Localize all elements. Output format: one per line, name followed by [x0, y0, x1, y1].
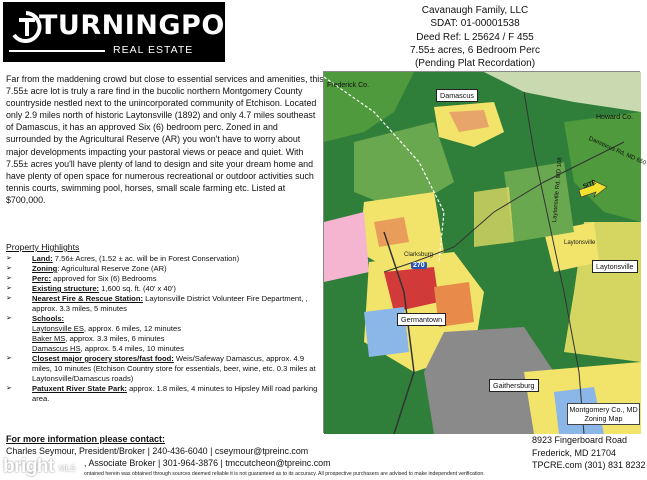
label-laytonsville-town: Laytonsville: [564, 240, 596, 246]
label-germantown: Germantown: [397, 313, 446, 326]
highlights-list: [6, 254, 322, 404]
bright-mls-watermark: [3, 452, 79, 478]
arrow-bullet-icon: ➢: [6, 315, 12, 322]
label-damascus-road: Damascus Rd, MD 650: [587, 136, 647, 167]
i270-shield-icon: 270: [413, 262, 425, 269]
owner-name: Cavanaugh Family, LLC: [421, 5, 529, 16]
arrow-bullet-icon: ➢: [6, 265, 12, 272]
highlight-state-park: ➢ Patuxent River State Park: approx. 1.8 miles, 4 minutes to Hipsley Mill road parking area.: [6, 384, 318, 403]
zoning-map: [323, 71, 647, 433]
logo-underline: [9, 50, 105, 52]
highlight-land: ➢ Land: 7.56± Acres, (1.52 ± ac. will be in Forest Conservation): [6, 254, 240, 263]
legend-title: Zoning Map: [584, 414, 623, 423]
property-description: Far from the maddening crowd but close to essential services and amenities, this 7.55± acre lot is truly a rare find in the bucolic northern Montgomery County countryside nestled next to the unincorporated community of Etchison. Located only 2.9 miles north of historic Laytonsville (1892) and only 4.7 miles southeast of Damascus, it has an approved Six (6) bedroom perc. Zoned in and surrounded by the Agricultural Reserve (AR) you won't have to worry about major developments impacting your pastoral views or peace and quiet. With 7.55± acres you'll have plenty of land to design and site your dream home and have plenty of open space for numerous recreational or outdoor activities such tennis courts, swimming pool, horses, small scale farming etc. Listed at $700,000.: [6, 74, 324, 205]
acreage-perc: 7.55± acres, 6 Bedroom Perc: [410, 44, 540, 56]
address-city: Frederick, MD 21704: [532, 447, 617, 458]
watermark-sub: MLS: [59, 464, 76, 473]
arrow-bullet-icon: ➢: [6, 275, 12, 282]
company-logo: [3, 2, 278, 62]
label-howard-co: Howard Co.: [596, 114, 633, 121]
disclaimer: ontained herein was obtained through sources deemed reliable it is not guaranteed as to its accuracy. All prospective purchasers are advised to make independent verification.: [84, 471, 485, 477]
sdat-number: SDAT: 01-00001538: [430, 18, 520, 30]
address-street: 8923 Fingerboard Road: [532, 435, 628, 445]
label-laytonsville: Laytonsville: [592, 260, 638, 273]
highlight-zoning: ➢ Zoning: Agricultural Reserve Zone (AR): [6, 264, 167, 273]
zoning-map-graphic: [324, 72, 641, 434]
highlight-grocery: ➢ Closest major grocery stores/fast food: Weis/Safeway Damascus, approx. 4.9 miles, 10 minutes (Etchison Country store for essentials, beer, wine, etc. 0.3 miles at Laytonsville/Damascus roads): [6, 354, 316, 383]
arrow-bullet-icon: ➢: [6, 255, 12, 262]
label-damascus: Damascus: [436, 89, 478, 102]
arrow-bullet-icon: ➢: [6, 295, 12, 302]
highlights-title: Property Highlights: [6, 242, 80, 252]
arrow-bullet-icon: ➢: [6, 285, 12, 292]
contact-line-president: Charles Seymour, President/Broker | 240-436-6040 | cseymour@tpreinc.com: [6, 446, 309, 456]
plat-status: (Pending Plat Recordation): [414, 58, 536, 70]
school-item: Laytonsville ES, approx. 6 miles, 12 minutes: [32, 324, 181, 333]
label-site: SITE: [582, 179, 597, 191]
highlight-perc: ➢ Perc: approved for Six (6) Bedrooms: [6, 274, 157, 283]
highlight-fire-station: ➢ Nearest Fire & Rescue Station: Laytonsville District Volunteer Fire Department, , approx. 3.3 miles, 5 minutes: [6, 294, 308, 313]
label-frederick-co: Frederick Co.: [327, 82, 370, 89]
arrow-bullet-icon: ➢: [6, 385, 12, 392]
contact-line-associate: , Associate Broker | 301-964-3876 | tmccutcheon@tpreinc.com: [84, 458, 331, 468]
map-legend: [567, 403, 640, 425]
school-item: Damascus HS, approx. 5.4 miles, 10 minutes: [32, 344, 184, 353]
deed-reference: Deed Ref: L 25624 / F 455: [416, 31, 534, 43]
label-gaithersburg: Gaithersburg: [489, 379, 539, 392]
contact-title: For more information please contact:: [6, 434, 166, 444]
highlight-schools: ➢ Schools: Laytonsville ES, approx. 6 miles, 12 minutes Baker MS, approx. 3.3 miles, 6 minutes Damascus HS, approx. 5.4 miles, 10 minutes: [6, 314, 322, 354]
logo-subtitle: REAL ESTATE: [113, 44, 194, 56]
highlight-structure: ➢ Existing structure: 1,600 sq. ft. (40' x 40'): [6, 284, 176, 293]
turning-point-logo-icon: [9, 10, 43, 44]
label-laytonsville-road: Laytonsville Rd, MD 108: [552, 157, 564, 223]
watermark-text: bright: [3, 456, 54, 477]
address-web-phone: TPCRE.com (301) 831 8232: [532, 460, 646, 470]
school-item: Baker MS, approx. 3.3 miles, 6 minutes: [32, 334, 165, 343]
company-address: [532, 434, 646, 472]
legend-county: Montgomery Co., MD: [569, 405, 638, 414]
property-header: [370, 4, 580, 70]
arrow-bullet-icon: ➢: [6, 355, 12, 362]
label-clarksburg: Clarksburg: [404, 252, 434, 258]
logo-title: TURNINGPOINT: [39, 10, 278, 41]
